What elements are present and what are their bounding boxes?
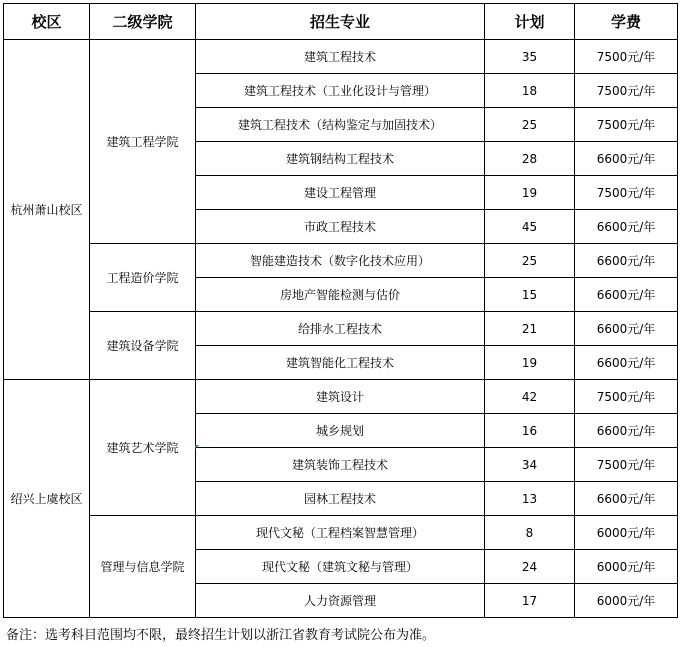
major-cell: 市政工程技术 xyxy=(196,210,485,244)
college-cell: 建筑艺术学院 xyxy=(90,380,196,516)
fee-cell: 6000元/年 xyxy=(575,550,678,584)
fee-cell: 6600元/年 xyxy=(575,142,678,176)
plan-cell: 21 xyxy=(485,312,575,346)
college-cell: 工程造价学院 xyxy=(90,244,196,312)
plan-cell: 42 xyxy=(485,380,575,414)
plan-cell: 8 xyxy=(485,516,575,550)
college-cell: 建筑工程学院 xyxy=(90,40,196,244)
plan-cell: 35 xyxy=(485,40,575,74)
footnote: 备注：选考科目范围均不限，最终招生计划以浙江省教育考试院公布为准。 xyxy=(6,628,436,643)
fee-cell: 6000元/年 xyxy=(575,516,678,550)
header-row xyxy=(4,4,678,40)
major-cell: 建设工程管理 xyxy=(196,176,485,210)
table-body xyxy=(4,40,678,618)
header-plan: 计划 xyxy=(485,4,575,40)
major-cell: 智能建造技术（数字化技术应用） xyxy=(196,244,485,278)
plan-cell: 45 xyxy=(485,210,575,244)
fee-cell: 7500元/年 xyxy=(575,176,678,210)
fee-cell: 6600元/年 xyxy=(575,482,678,516)
major-cell: 给排水工程技术 xyxy=(196,312,485,346)
fee-cell: 6600元/年 xyxy=(575,244,678,278)
fee-cell: 7500元/年 xyxy=(575,448,678,482)
major-cell: 现代文秘（建筑文秘与管理） xyxy=(196,550,485,584)
major-cell: 建筑工程技术 xyxy=(196,40,485,74)
college-cell: 建筑设备学院 xyxy=(90,312,196,380)
major-cell: 建筑工程技术（工业化设计与管理） xyxy=(196,74,485,108)
plan-cell: 18 xyxy=(485,74,575,108)
enrollment-table xyxy=(3,3,678,618)
campus-cell: 杭州萧山校区 xyxy=(4,40,90,380)
major-cell: 人力资源管理 xyxy=(196,584,485,618)
plan-cell: 25 xyxy=(485,244,575,278)
fee-cell: 7500元/年 xyxy=(575,40,678,74)
table-row xyxy=(4,312,678,346)
major-cell: 建筑钢结构工程技术 xyxy=(196,142,485,176)
major-cell: 建筑设计 xyxy=(196,380,485,414)
plan-cell: 15 xyxy=(485,278,575,312)
major-cell: 建筑装饰工程技术 xyxy=(196,448,485,482)
fee-cell: 6600元/年 xyxy=(575,278,678,312)
fee-cell: 6600元/年 xyxy=(575,346,678,380)
plan-cell: 19 xyxy=(485,346,575,380)
major-cell: 建筑智能化工程技术 xyxy=(196,346,485,380)
plan-cell: 25 xyxy=(485,108,575,142)
header-fee: 学费 xyxy=(575,4,678,40)
college-cell: 管理与信息学院 xyxy=(90,516,196,618)
header-campus: 校区 xyxy=(4,4,90,40)
cell-comment-marker xyxy=(195,445,199,449)
fee-cell: 6600元/年 xyxy=(575,312,678,346)
plan-cell: 17 xyxy=(485,584,575,618)
plan-cell: 24 xyxy=(485,550,575,584)
major-cell: 房地产智能检测与估价 xyxy=(196,278,485,312)
major-cell: 建筑工程技术（结构鉴定与加固技术） xyxy=(196,108,485,142)
plan-cell: 16 xyxy=(485,414,575,448)
table-row xyxy=(4,380,678,414)
header-college: 二级学院 xyxy=(90,4,196,40)
table-row xyxy=(4,244,678,278)
fee-cell: 6600元/年 xyxy=(575,414,678,448)
plan-cell: 13 xyxy=(485,482,575,516)
fee-cell: 6600元/年 xyxy=(575,210,678,244)
table-row xyxy=(4,516,678,550)
plan-cell: 34 xyxy=(485,448,575,482)
fee-cell: 7500元/年 xyxy=(575,108,678,142)
major-cell: 园林工程技术 xyxy=(196,482,485,516)
plan-cell: 28 xyxy=(485,142,575,176)
table-row xyxy=(4,40,678,74)
plan-cell: 19 xyxy=(485,176,575,210)
fee-cell: 7500元/年 xyxy=(575,380,678,414)
major-cell: 现代文秘（工程档案智慧管理） xyxy=(196,516,485,550)
fee-cell: 7500元/年 xyxy=(575,74,678,108)
header-major: 招生专业 xyxy=(196,4,485,40)
fee-cell: 6000元/年 xyxy=(575,584,678,618)
major-cell: 城乡规划 xyxy=(196,414,485,448)
campus-cell: 绍兴上虞校区 xyxy=(4,380,90,618)
